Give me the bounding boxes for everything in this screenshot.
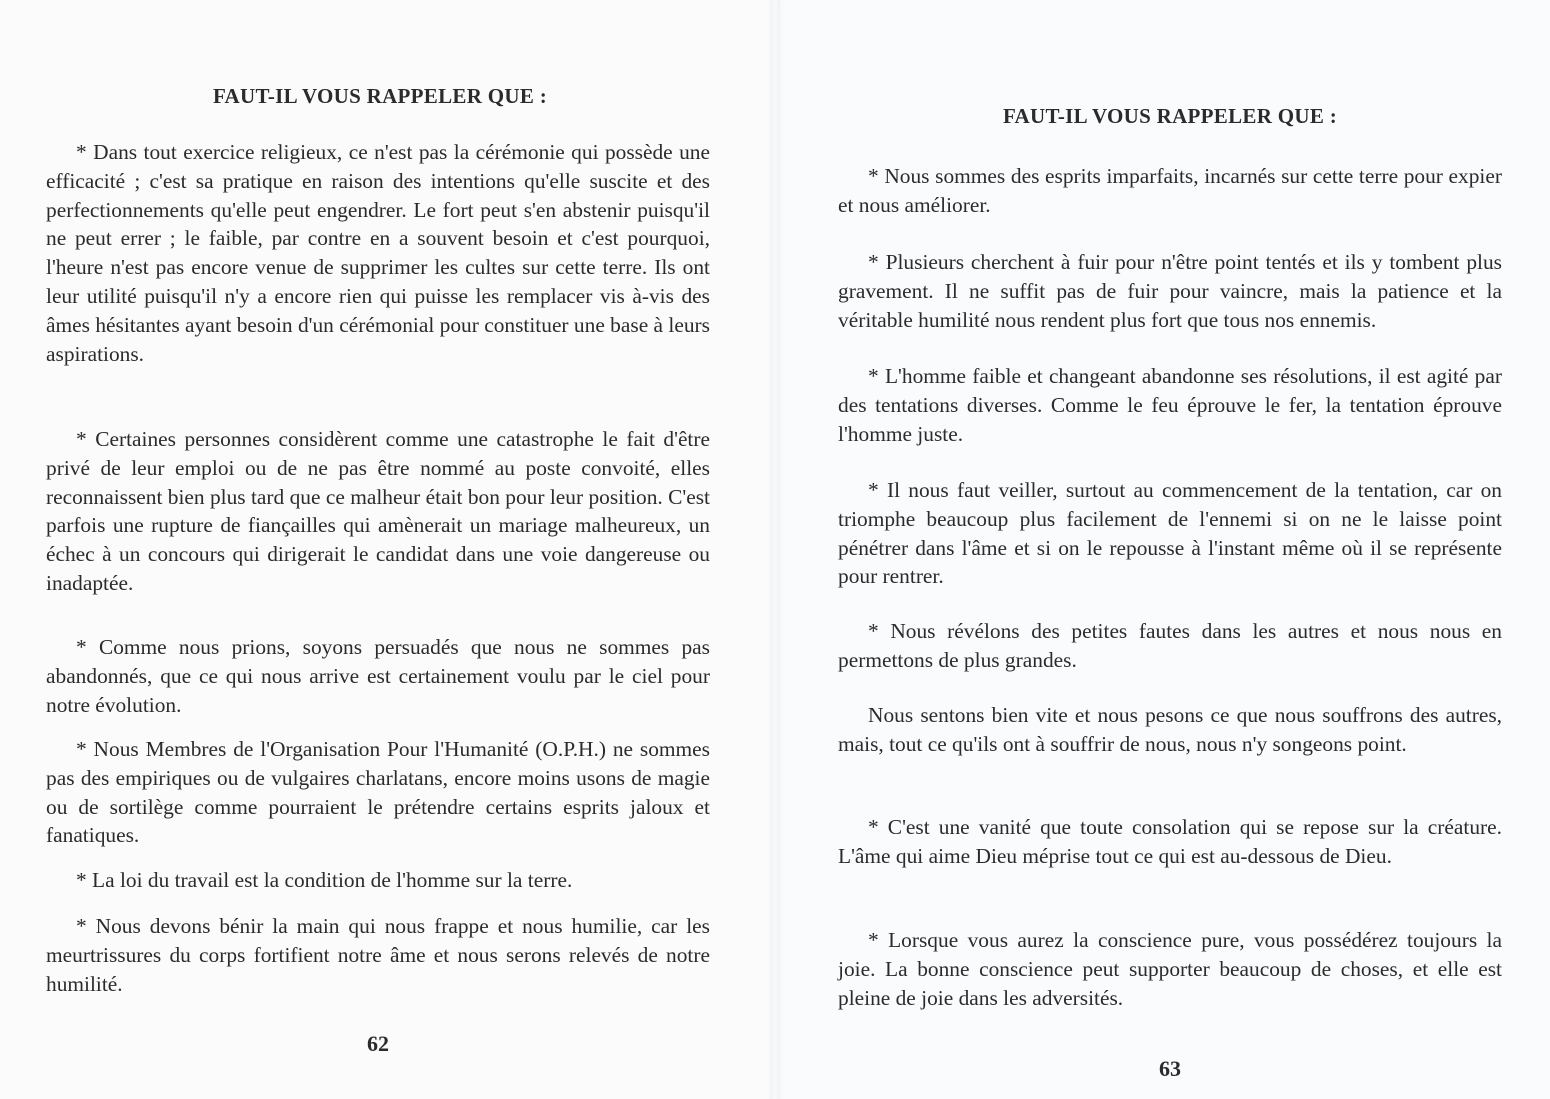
right-paragraph-3-text: * L'homme faible et changeant abandonne ses résolutions, il est agité par des tentations diverses. Comme le feu éprouve le fer, la tentation éprouve l'homme juste. — [838, 364, 1502, 446]
left-paragraph-3-text: * Comme nous prions, soyons persuadés que nous ne sommes pas abandonnés, que ce qui nous arrive est certainement voulu par le ciel pour notre évolution. — [46, 635, 710, 717]
left-paragraph-1-text: * Dans tout exercice religieux, ce n'est pas la cérémonie qui possède une efficacité ; c'est sa pratique en raison des intentions qu'elle suscite et des perfectionnements qu'elle peut engendrer. Le fort peut s'en abstenir puisqu'il ne peut errer ; le faible, par contre en a souvent besoin et c'est pourquoi, l'heure n'est pas encore venue de supprimer les cultes sur cette terre. Ils ont leur utilité puisqu'il n'y a encore rien qui puisse les remplacer vis à-vis des âmes hésitantes ayant besoin d'un cérémonial pour constituer une base à leurs aspirations. — [46, 140, 710, 366]
left-paragraph-1 — [46, 138, 710, 368]
right-paragraph-5 — [838, 617, 1502, 675]
right-paragraph-6-text: Nous sentons bien vite et nous pesons ce que nous souffrons des autres, mais, tout ce qu'ils ont à souffrir de nous, nous n'y songeons point. — [838, 703, 1502, 756]
left-paragraph-2-text: * Certaines personnes considèrent comme une catastrophe le fait d'être privé de leur emploi ou de ne pas être nommé au poste convoité, elles reconnaissent bien plus tard que ce malheur était bon pour leur position. C'est parfois une rupture de fiançailles qui amènerait un mariage malheureux, un échec à un concours qui dirigerait le candidat dans une voie dangereuse ou inadaptée. — [46, 427, 710, 595]
right-paragraph-4 — [838, 476, 1502, 591]
right-paragraph-2-text: * Plusieurs cherchent à fuir pour n'être point tentés et ils y tombent plus gravement. Il ne suffit pas de fuir pour vaincre, mais la patience et la véritable humilité nous rendent plus fort que tous nos ennemis. — [838, 250, 1502, 332]
left-paragraph-5-text: * La loi du travail est la condition de l'homme sur la terre. — [76, 868, 573, 892]
left-paragraph-6-text: * Nous devons bénir la main qui nous frappe et nous humilie, car les meurtrissures du corps fortifient notre âme et nous serons relevés de notre humilité. — [46, 914, 710, 996]
left-page-number: 62 — [367, 1031, 389, 1056]
left-paragraph-3 — [46, 633, 710, 719]
right-paragraph-7-text: * C'est une vanité que toute consolation qui se repose sur la créature. L'âme qui aime Dieu méprise tout ce qui est au-dessous de Dieu. — [838, 815, 1502, 868]
right-paragraph-3 — [838, 362, 1502, 448]
right-paragraph-5-text: * Nous révélons des petites fautes dans les autres et nous nous en permettons de plus grandes. — [838, 619, 1502, 672]
right-page-number: 63 — [1159, 1056, 1181, 1081]
right-paragraph-1 — [838, 162, 1502, 220]
right-paragraph-6 — [838, 701, 1502, 759]
left-paragraph-4-text: * Nous Membres de l'Organisation Pour l'Humanité (O.P.H.) ne sommes pas des empiriques ou de vulgaires charlatans, encore moins usons de magie ou de sortilège comme pourraient le prétendre certains esprits jaloux et fanatiques. — [46, 737, 710, 848]
left-paragraph-5 — [46, 866, 710, 895]
right-paragraph-1-text: * Nous sommes des esprits imparfaits, incarnés sur cette terre pour expier et nous améliorer. — [838, 164, 1502, 217]
left-page-title: FAUT-IL VOUS RAPPELER QUE : — [212, 84, 547, 108]
book-gutter — [770, 0, 780, 1099]
right-paragraph-4-text: * Il nous faut veiller, surtout au commencement de la tentation, car on triomphe beaucoup plus facilement de l'ennemi si on ne le laisse point pénétrer dans l'âme et si on le repousse à l'instant même où il se représente pour rentrer. — [838, 478, 1502, 589]
right-paragraph-2 — [838, 248, 1502, 334]
right-paragraph-8-text: * Lorsque vous aurez la conscience pure, vous possédérez toujours la joie. La bonne conscience peut supporter beaucoup de choses, et elle est pleine de joie dans les adversités. — [838, 928, 1502, 1010]
right-page-title: FAUT-IL VOUS RAPPELER QUE : — [1002, 104, 1337, 128]
left-paragraph-4 — [46, 735, 710, 850]
right-paragraph-8 — [838, 926, 1502, 1012]
left-paragraph-2 — [46, 425, 710, 598]
right-page — [775, 0, 1550, 1099]
left-paragraph-6 — [46, 912, 710, 998]
right-paragraph-7 — [838, 813, 1502, 871]
